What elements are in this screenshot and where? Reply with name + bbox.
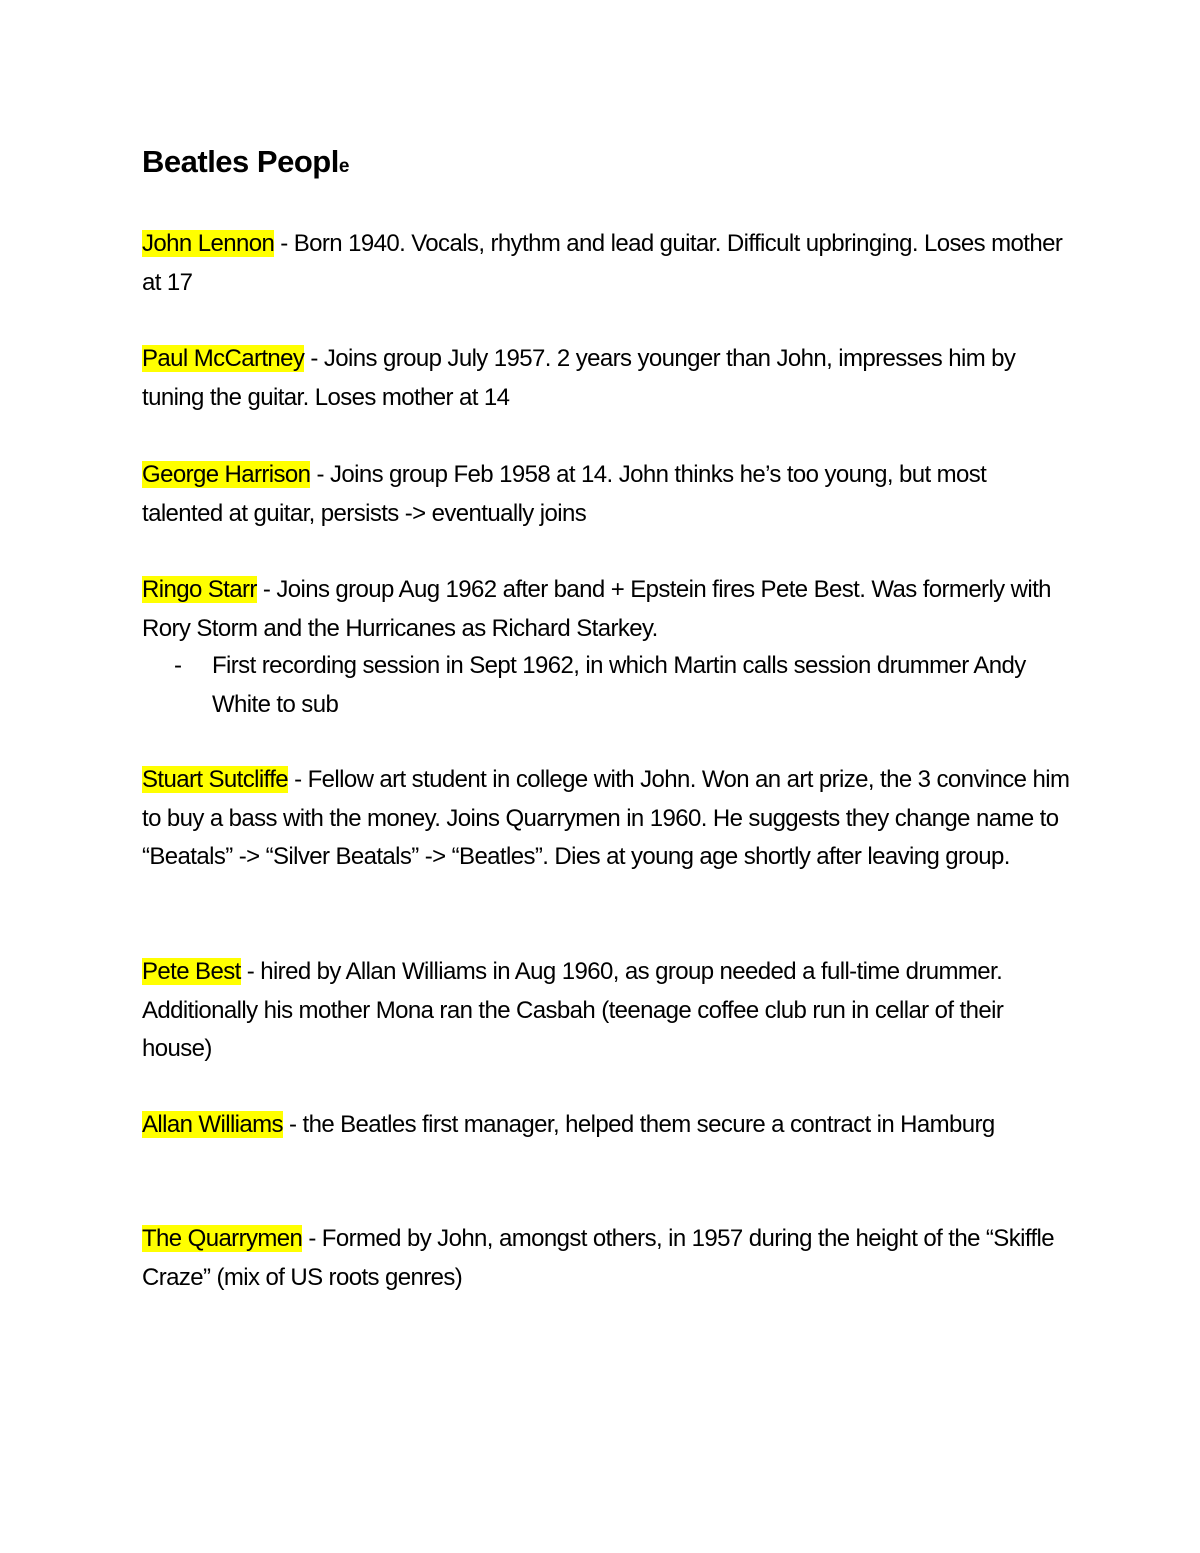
entry-name: Stuart Sutcliffe bbox=[142, 766, 289, 793]
entry-name: John Lennon bbox=[142, 230, 275, 257]
entry-text: - Joins group July 1957. 2 years younger than John, impresses him by tuning the guitar. Loses mother at 14 bbox=[142, 345, 1016, 411]
document-title bbox=[142, 140, 349, 189]
entry-ringo-starr bbox=[142, 571, 1072, 648]
entry-text: - Formed by John, amongst others, in 1957 during the height of the “Skiffle Craze” (mix of US roots genres) bbox=[142, 1225, 1055, 1291]
entry-text: - Born 1940. Vocals, rhythm and lead guitar. Difficult upbringing. Loses mother at 17 bbox=[142, 230, 1063, 296]
entry-paul-mccartney bbox=[142, 340, 1072, 417]
entry-stuart-sutcliffe bbox=[142, 761, 1072, 877]
ringo-starr-sub-list bbox=[142, 647, 1072, 724]
entry-john-lennon bbox=[142, 225, 1072, 302]
entry-text: - the Beatles first manager, helped them secure a contract in Hamburg bbox=[282, 1111, 995, 1138]
document-title-main: Beatles Peopl bbox=[142, 144, 339, 179]
entry-text: - Joins group Feb 1958 at 14. John thinks he’s too young, but most talented at guitar, persists -> eventually joins bbox=[142, 461, 987, 527]
entry-george-harrison bbox=[142, 456, 1072, 533]
entry-text: - hired by Allan Williams in Aug 1960, as group needed a full-time drummer. Additionally his mother Mona ran the Casbah (teenage coffee club run in cellar of their house) bbox=[142, 958, 1004, 1062]
entry-name: Ringo Starr bbox=[142, 576, 257, 603]
entry-name: Paul McCartney bbox=[142, 345, 305, 372]
entry-pete-best bbox=[142, 953, 1072, 1069]
entry-the-quarrymen bbox=[142, 1220, 1072, 1297]
entry-name: George Harrison bbox=[142, 461, 311, 488]
entry-name: Pete Best bbox=[142, 958, 241, 985]
list-item-text: First recording session in Sept 1962, in which Martin calls session drummer Andy White to sub bbox=[212, 652, 1026, 718]
entry-name: Allan Williams bbox=[142, 1111, 283, 1138]
entry-text: - Joins group Aug 1962 after band + Epstein fires Pete Best. Was formerly with Rory Storm and the Hurricanes as Richard Starkey. bbox=[142, 576, 1051, 642]
entry-text: - Fellow art student in college with John. Won an art prize, the 3 convince him to buy a bass with the money. Joins Quarrymen in 1960. He suggests they change name to “Beatals” -> “Silver Beatals” -> “Beatles”. Dies at young age shortly after leaving group. bbox=[142, 766, 1070, 870]
entry-name: The Quarrymen bbox=[142, 1225, 303, 1252]
document-title-last-char: e bbox=[338, 156, 349, 177]
list-item bbox=[142, 647, 1072, 724]
entry-allan-williams bbox=[142, 1106, 1072, 1145]
dash-bullet: - bbox=[174, 652, 182, 679]
